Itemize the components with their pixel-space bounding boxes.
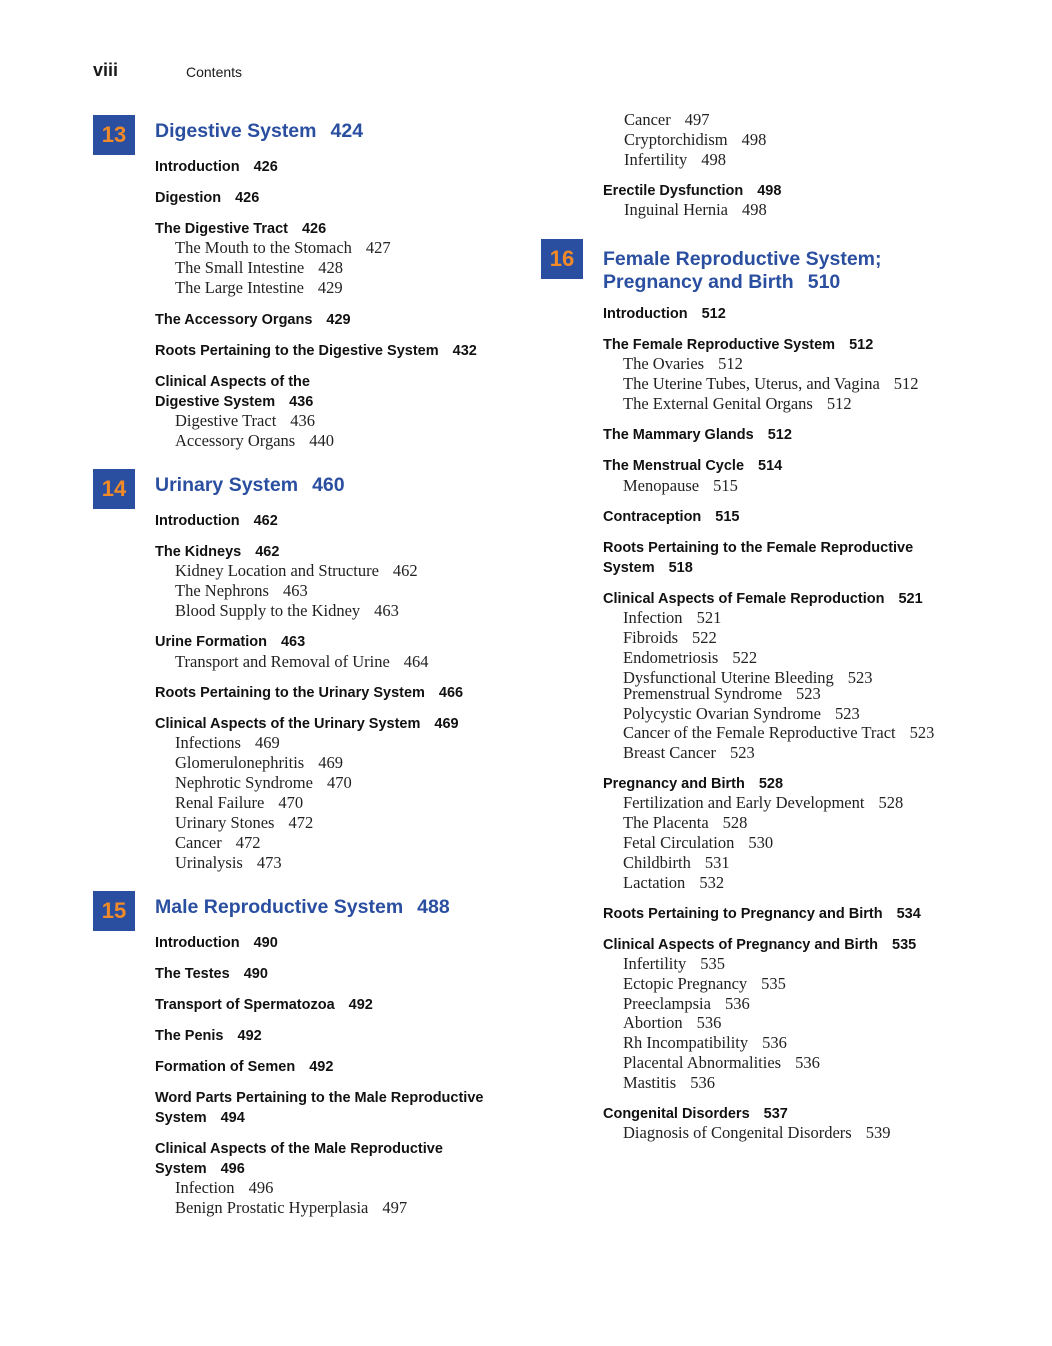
chapter-number: 14 — [93, 469, 135, 509]
toc-entry[interactable]: Urine Formation 463 — [155, 634, 306, 650]
toc-subentry[interactable]: Digestive Tract 436 — [175, 411, 316, 430]
page-ref: 488 — [417, 896, 450, 918]
toc-entry[interactable]: Introduction 490 — [155, 935, 278, 951]
chapter-title[interactable]: Urinary System 460 — [155, 474, 345, 496]
toc-entry[interactable]: The Female Reproductive System 512 — [603, 337, 874, 353]
toc-subentry[interactable]: Breast Cancer 523 — [623, 743, 755, 762]
toc-subentry[interactable]: Mastitis 536 — [623, 1073, 715, 1092]
toc-subentry[interactable]: Ectopic Pregnancy 535 — [623, 974, 786, 993]
page-ref: 460 — [312, 474, 345, 496]
chapter-title[interactable]: Female Reproductive System; Pregnancy and Birth 510 — [603, 248, 882, 293]
toc-subentry[interactable]: Infection 521 — [623, 608, 722, 627]
running-header: Contents — [186, 64, 243, 80]
chapter-number: 15 — [93, 891, 135, 931]
toc-subentry[interactable]: Cancer of the Female Reproductive Tract 523 — [623, 723, 935, 742]
toc-entry[interactable]: The Mammary Glands 512 — [603, 427, 792, 443]
toc-subentry[interactable]: The Small Intestine 428 — [175, 258, 343, 277]
toc-subentry[interactable]: Kidney Location and Structure 462 — [175, 561, 418, 580]
toc-subentry[interactable]: Nephrotic Syndrome 470 — [175, 773, 352, 792]
toc-subentry[interactable]: Premenstrual Syndrome 523 — [623, 684, 821, 703]
toc-entry[interactable]: Transport of Spermatozoa 492 — [155, 997, 373, 1013]
toc-subentry[interactable]: Benign Prostatic Hyperplasia 497 — [175, 1198, 408, 1217]
toc-subentry[interactable]: The Large Intestine 429 — [175, 278, 343, 297]
toc-subentry[interactable]: Cancer 497 — [624, 110, 710, 129]
toc-entry[interactable]: Clinical Aspects of Pregnancy and Birth 535 — [603, 937, 917, 953]
toc-subentry[interactable]: The External Genital Organs 512 — [623, 394, 852, 413]
toc-entry[interactable]: Pregnancy and Birth 528 — [603, 776, 784, 792]
page-ref: 424 — [330, 120, 364, 142]
toc-subentry[interactable]: Preeclampsia 536 — [623, 994, 750, 1013]
toc-entry[interactable]: Formation of Semen 492 — [155, 1059, 334, 1075]
toc-entry[interactable]: Clinical Aspects of the Male Reproductive System 496 — [155, 1141, 443, 1177]
toc-entry[interactable]: Roots Pertaining to Pregnancy and Birth 534 — [603, 906, 921, 922]
toc-subentry[interactable]: Endometriosis 522 — [623, 648, 758, 667]
toc-entry[interactable]: Clinical Aspects of the Urinary System 469 — [155, 716, 459, 732]
toc-subentry[interactable]: Diagnosis of Congenital Disorders 539 — [623, 1123, 891, 1142]
toc-entry[interactable]: Introduction 462 — [155, 513, 278, 529]
toc-subentry[interactable]: The Uterine Tubes, Uterus, and Vagina 512 — [623, 374, 919, 393]
toc-subentry[interactable]: The Nephrons 463 — [175, 581, 308, 600]
toc-subentry[interactable]: Menopause 515 — [623, 476, 738, 495]
toc-subentry[interactable]: Accessory Organs 440 — [175, 431, 334, 450]
toc-subentry[interactable]: Polycystic Ovarian Syndrome 523 — [623, 704, 860, 723]
toc-subentry[interactable]: Renal Failure 470 — [175, 793, 304, 812]
toc-subentry[interactable]: Dysfunctional Uterine Bleeding 523 — [623, 668, 873, 687]
toc-subentry[interactable]: Fetal Circulation 530 — [623, 833, 774, 852]
toc-subentry[interactable]: Cancer 472 — [175, 833, 261, 852]
toc-entry[interactable]: The Kidneys 462 — [155, 544, 280, 560]
toc-entry[interactable]: Roots Pertaining to the Female Reproductive System 518 — [603, 540, 914, 576]
toc-subentry[interactable]: Blood Supply to the Kidney 463 — [175, 601, 399, 620]
toc-entry[interactable]: Clinical Aspects of Female Reproduction 521 — [603, 591, 923, 607]
toc-entry[interactable]: Roots Pertaining to the Digestive System 432 — [155, 343, 477, 359]
toc-subentry[interactable]: Abortion 536 — [623, 1013, 722, 1032]
toc-entry[interactable]: Erectile Dysfunction 498 — [603, 183, 782, 199]
toc-subentry[interactable]: Fibroids 522 — [623, 628, 717, 647]
toc-entry[interactable]: The Digestive Tract 426 — [155, 221, 327, 237]
toc-subentry[interactable]: Infection 496 — [175, 1178, 274, 1197]
toc-entry[interactable]: Introduction 426 — [155, 159, 278, 175]
toc-subentry[interactable]: Urinalysis 473 — [175, 853, 282, 872]
toc-subentry[interactable]: Placental Abnormalities 536 — [623, 1053, 820, 1072]
toc-entry[interactable]: Word Parts Pertaining to the Male Reproductive System 494 — [155, 1090, 484, 1126]
toc-subentry[interactable]: Childbirth 531 — [623, 853, 730, 872]
toc-entry[interactable]: The Testes 490 — [155, 966, 268, 982]
toc-subentry[interactable]: Lactation 532 — [623, 873, 725, 892]
toc-subentry[interactable]: The Placenta 528 — [623, 813, 748, 832]
toc-subentry[interactable]: Transport and Removal of Urine 464 — [175, 652, 429, 671]
toc-entry[interactable]: The Penis 492 — [155, 1028, 262, 1044]
toc-entry[interactable]: Introduction 512 — [603, 306, 726, 322]
toc-subentry[interactable]: Rh Incompatibility 536 — [623, 1033, 787, 1052]
toc-subentry[interactable]: The Mouth to the Stomach 427 — [175, 238, 391, 257]
chapter-title[interactable]: Digestive System 424 — [155, 120, 364, 142]
toc-entry[interactable]: The Accessory Organs 429 — [155, 312, 351, 328]
toc-entry[interactable]: The Menstrual Cycle 514 — [603, 458, 783, 474]
toc-entry[interactable]: Clinical Aspects of the Digestive System 436 — [155, 374, 314, 410]
toc-entry[interactable]: Contraception 515 — [603, 509, 740, 525]
chapter-title[interactable]: Male Reproductive System 488 — [155, 896, 450, 918]
chapter-number: 13 — [93, 115, 135, 155]
toc-subentry[interactable]: Glomerulonephritis 469 — [175, 753, 343, 772]
toc-entry[interactable]: Roots Pertaining to the Urinary System 466 — [155, 685, 464, 701]
toc-subentry[interactable]: Urinary Stones 472 — [175, 813, 314, 832]
toc-entry[interactable]: Congenital Disorders 537 — [603, 1106, 788, 1122]
toc-entry[interactable]: Digestion 426 — [155, 190, 260, 206]
toc-subentry[interactable]: Inguinal Hernia 498 — [624, 200, 767, 219]
page-ref: 510 — [807, 271, 841, 293]
toc-subentry[interactable]: Infections 469 — [175, 733, 280, 752]
toc-subentry[interactable]: Fertilization and Early Development 528 — [623, 793, 904, 812]
chapter-number: 16 — [541, 239, 583, 279]
toc-subentry[interactable]: The Ovaries 512 — [623, 354, 743, 373]
toc-subentry[interactable]: Infertility 498 — [624, 150, 726, 169]
toc-subentry[interactable]: Cryptorchidism 498 — [624, 130, 767, 149]
toc-subentry[interactable]: Infertility 535 — [623, 954, 725, 973]
page-number: viii — [93, 60, 119, 80]
